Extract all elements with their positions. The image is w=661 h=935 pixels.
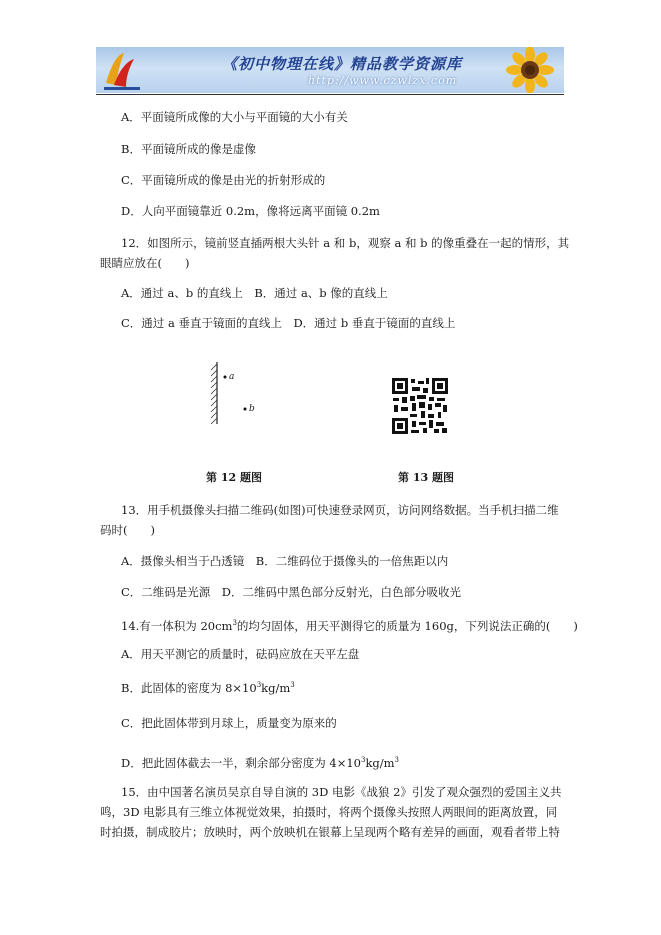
q11-option-d: D．人向平面镜靠近 0.2m，像将远离平面镜 0.2m <box>121 204 380 218</box>
q13-options-cd: C．二维码是光源 D．二维码中黑色部分反射光，白色部分吸收光 <box>121 585 462 599</box>
pin-a-label: a <box>229 372 235 382</box>
q14-stem <box>121 615 578 634</box>
figure-12-caption: 第 12 题图 <box>206 471 262 484</box>
q14-d-part2: kg/m <box>365 755 395 770</box>
figure-13-caption: 第 13 题图 <box>398 471 454 484</box>
q13-stem-cont: 码时( ) <box>100 523 155 537</box>
q13-options-ab: A．摄像头相当于凸透镜 B．二维码位于摄像头的一倍焦距以内 <box>121 554 449 568</box>
q14-stem-part2: 的均匀固体，用天平测得它的质量为 160g，下列说法正确的( ) <box>236 618 578 633</box>
header-banner <box>96 47 564 93</box>
q14-b-sup2: 3 <box>290 681 295 689</box>
q11-option-b: B．平面镜所成的像是虚像 <box>121 142 256 156</box>
qr-code-icon <box>390 376 450 436</box>
q14-b-sup1: 3 <box>256 681 262 689</box>
q15-stem: 15．由中国著名演员吴京自导自演的 3D 电影《战狼 2》引发了观众强烈的爱国主义共 <box>121 785 562 799</box>
figure-12-mirror <box>206 360 266 426</box>
banner-title: 《初中物理在线》精品教学资源库 <box>222 55 463 73</box>
q12-stem-cont: 眼睛应放在( ) <box>100 256 190 270</box>
q14-d-part1: D．把此固体截去一半，剩余部分密度为 4×10 <box>121 755 361 770</box>
site-logo-icon <box>100 49 144 91</box>
q11-option-c: C．平面镜所成的像是由光的折射形成的 <box>121 173 326 187</box>
q14-option-a: A．用天平测它的质量时，砝码应放在天平左盘 <box>121 647 360 661</box>
q14-stem-part1: 14.有一体积为 20cm <box>121 618 233 633</box>
q12-options-ab: A．通过 a、b 的直线上 B．通过 a、b 像的直线上 <box>121 286 388 300</box>
banner-url: http://www.czwlzx.com <box>308 74 458 87</box>
q14-option-c: C．把此固体带到月球上，质量变为原来的 <box>121 716 337 730</box>
q12-stem: 12．如图所示，镜前竖直插两根大头针 a 和 b，观察 a 和 b 的像重叠在一起的情形，其 <box>121 236 570 250</box>
q14-sup1: 3 <box>232 619 237 627</box>
q15-stem-cont2: 时拍摄，制成胶片；放映时，两个放映机在银幕上呈现两个略有差异的画面，观看者带上特 <box>100 825 560 839</box>
q14-b-part1: B．此固体的密度为 8×10 <box>121 680 257 695</box>
q14-b-part2: kg/m <box>261 680 291 695</box>
q15-stem-cont1: 鸣，3D 电影具有三维立体视觉效果，拍摄时，将两个摄像头按照人两眼间的距离放置，同 <box>100 805 558 819</box>
q14-d-sup1: 3 <box>360 756 366 764</box>
q12-options-cd: C．通过 a 垂直于镜面的直线上 D．通过 b 垂直于镜面的直线上 <box>121 316 456 330</box>
q14-option-b <box>121 677 295 696</box>
q14-d-sup2: 3 <box>394 756 400 764</box>
q14-option-d <box>121 752 399 771</box>
header-rule <box>96 94 564 95</box>
q13-stem: 13．用手机摄像头扫描二维码(如图)可快速登录网页，访问网络数据。当手机扫描二维 <box>121 503 559 517</box>
sunflower-icon <box>490 47 562 93</box>
pin-b-label: b <box>249 404 255 414</box>
q11-option-a: A．平面镜所成像的大小与平面镜的大小有关 <box>121 110 348 124</box>
